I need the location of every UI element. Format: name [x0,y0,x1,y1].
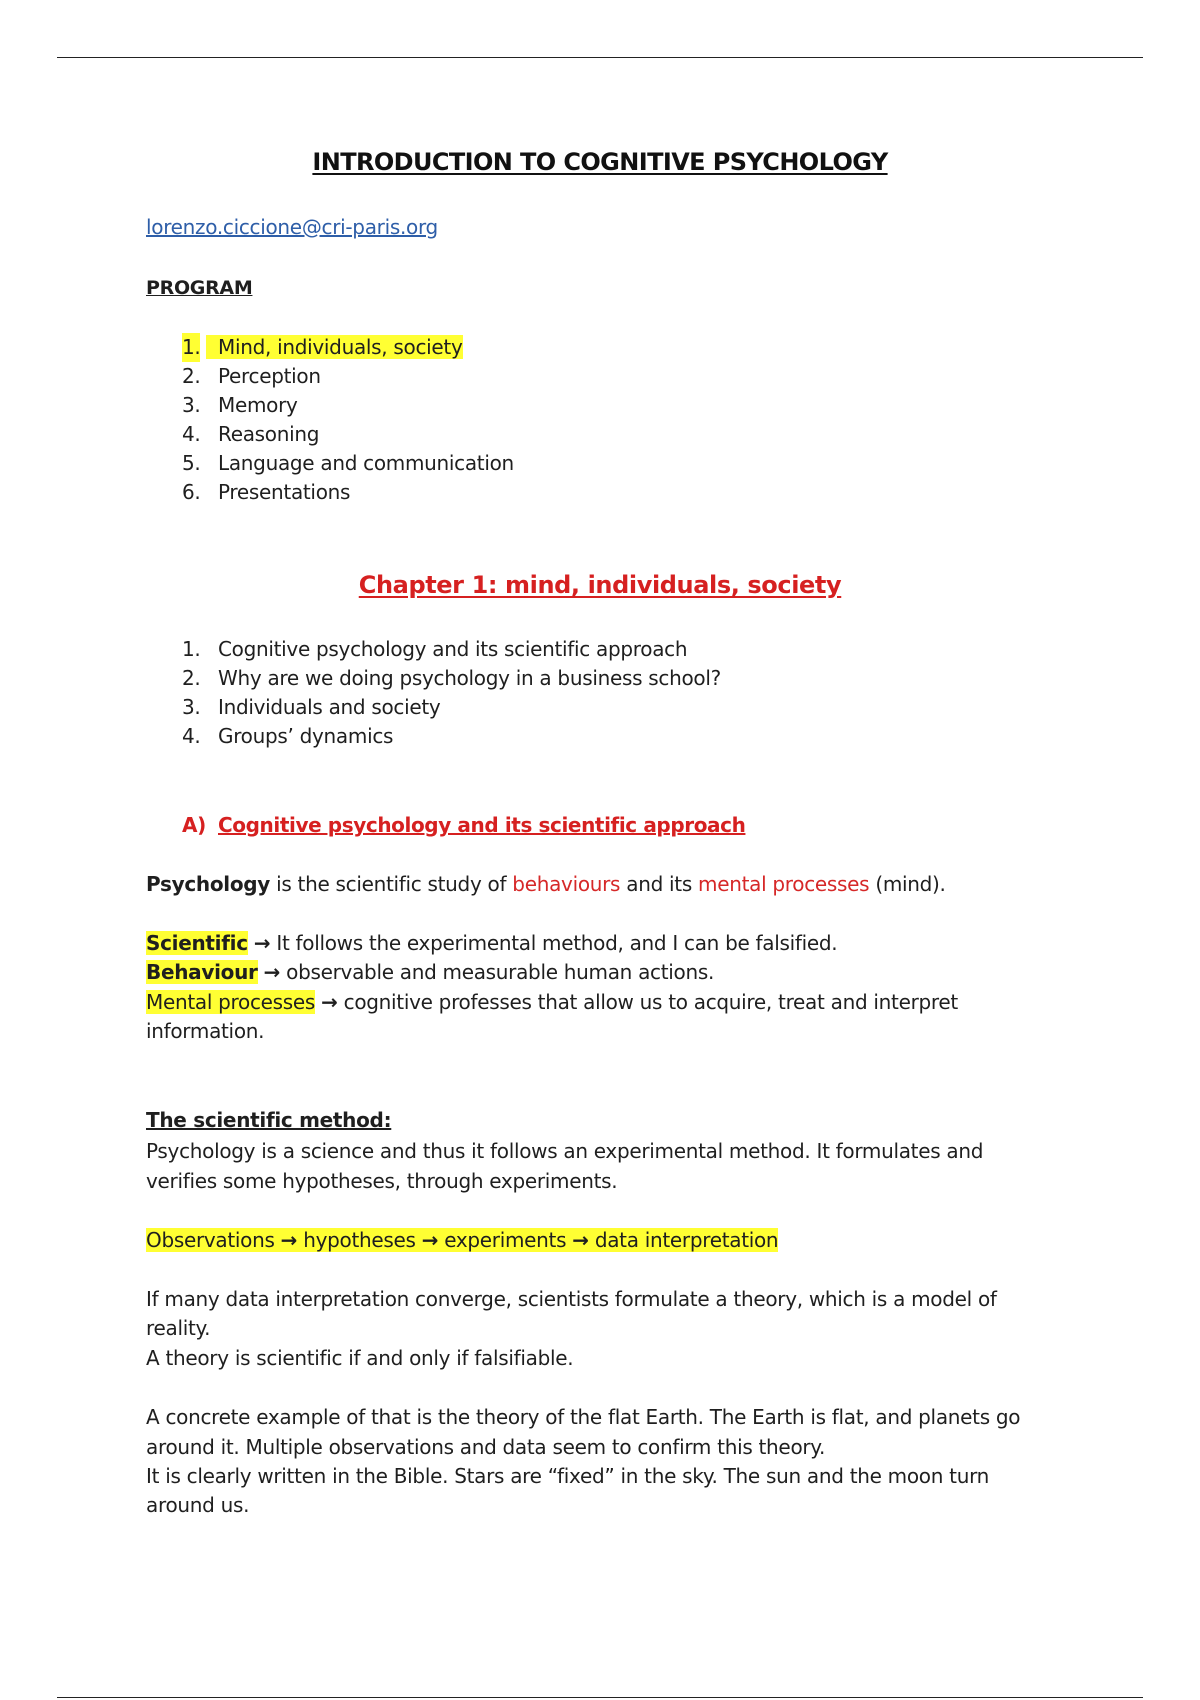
term-scientific: Scientific → It follows the experimental method, and I can be falsified. [146,931,838,955]
list-item: 6. Presentations [182,480,351,504]
section-a-heading [182,813,745,837]
example-line: A concrete example of that is the theory of the flat Earth. The Earth is flat, and planets go [146,1405,1021,1429]
step-label: hypotheses [303,1228,416,1252]
method-line: Psychology is a science and thus it follows an experimental method. It formulates and [146,1139,984,1163]
program-heading: PROGRAM [146,277,253,299]
step-label: experiments [444,1228,567,1252]
list-item: 3. Individuals and society [182,695,441,719]
list-item: 3. Memory [182,393,298,417]
list-item: 4. Reasoning [182,422,320,446]
arrow-icon: → [421,1228,439,1252]
term-mental-processes-cont: information. [146,1019,265,1043]
bottom-rule [57,1697,1143,1698]
step-label: Observations [146,1228,275,1252]
email-link[interactable]: lorenzo.ciccione@cri-paris.org [146,215,438,239]
top-rule [57,57,1143,58]
section-title: Cognitive psychology and its scientific approach [218,813,746,837]
method-line: verifies some hypotheses, through experiments. [146,1169,618,1193]
list-item: 1. Mind, individuals, society [182,333,514,362]
step-label: data interpretation [594,1228,779,1252]
chapter-list [182,635,721,751]
theory-line: A theory is scientific if and only if falsifiable. [146,1346,574,1370]
term-behaviour: Behaviour → observable and measurable human actions. [146,960,715,984]
list-item: 2. Why are we doing psychology in a business school? [182,666,721,690]
arrow-icon: → [253,931,271,955]
arrow-icon: → [263,960,281,984]
program-list [182,333,514,507]
arrow-icon: → [321,990,338,1014]
example-line: It is clearly written in the Bible. Stars are “fixed” in the sky. The sun and the moon turn [146,1464,990,1488]
chapter-title: Chapter 1: mind, individuals, society [358,571,842,599]
psychology-definition: Psychology is the scientific study of behaviours and its mental processes (mind). [146,872,946,896]
section-label: A) [182,813,206,837]
term-mental-processes: Mental processes → cognitive professes that allow us to acquire, treat and interpret [146,990,958,1014]
method-steps [146,1226,778,1255]
arrow-icon: → [572,1228,589,1252]
document-title: INTRODUCTION TO COGNITIVE PSYCHOLOGY [312,148,888,176]
theory-line: If many data interpretation converge, scientists formulate a theory, which is a model of [146,1287,997,1311]
list-item: 2. Perception [182,364,321,388]
example-line: around it. Multiple observations and data seem to confirm this theory. [146,1435,826,1459]
arrow-icon: → [280,1228,298,1252]
theory-line: reality. [146,1316,211,1340]
list-item: 4. Groups’ dynamics [182,724,394,748]
list-item: 5. Language and communication [182,451,514,475]
example-line: around us. [146,1493,250,1517]
list-item: 1. Cognitive psychology and its scientific approach [182,637,688,661]
method-heading: The scientific method: [146,1108,392,1132]
